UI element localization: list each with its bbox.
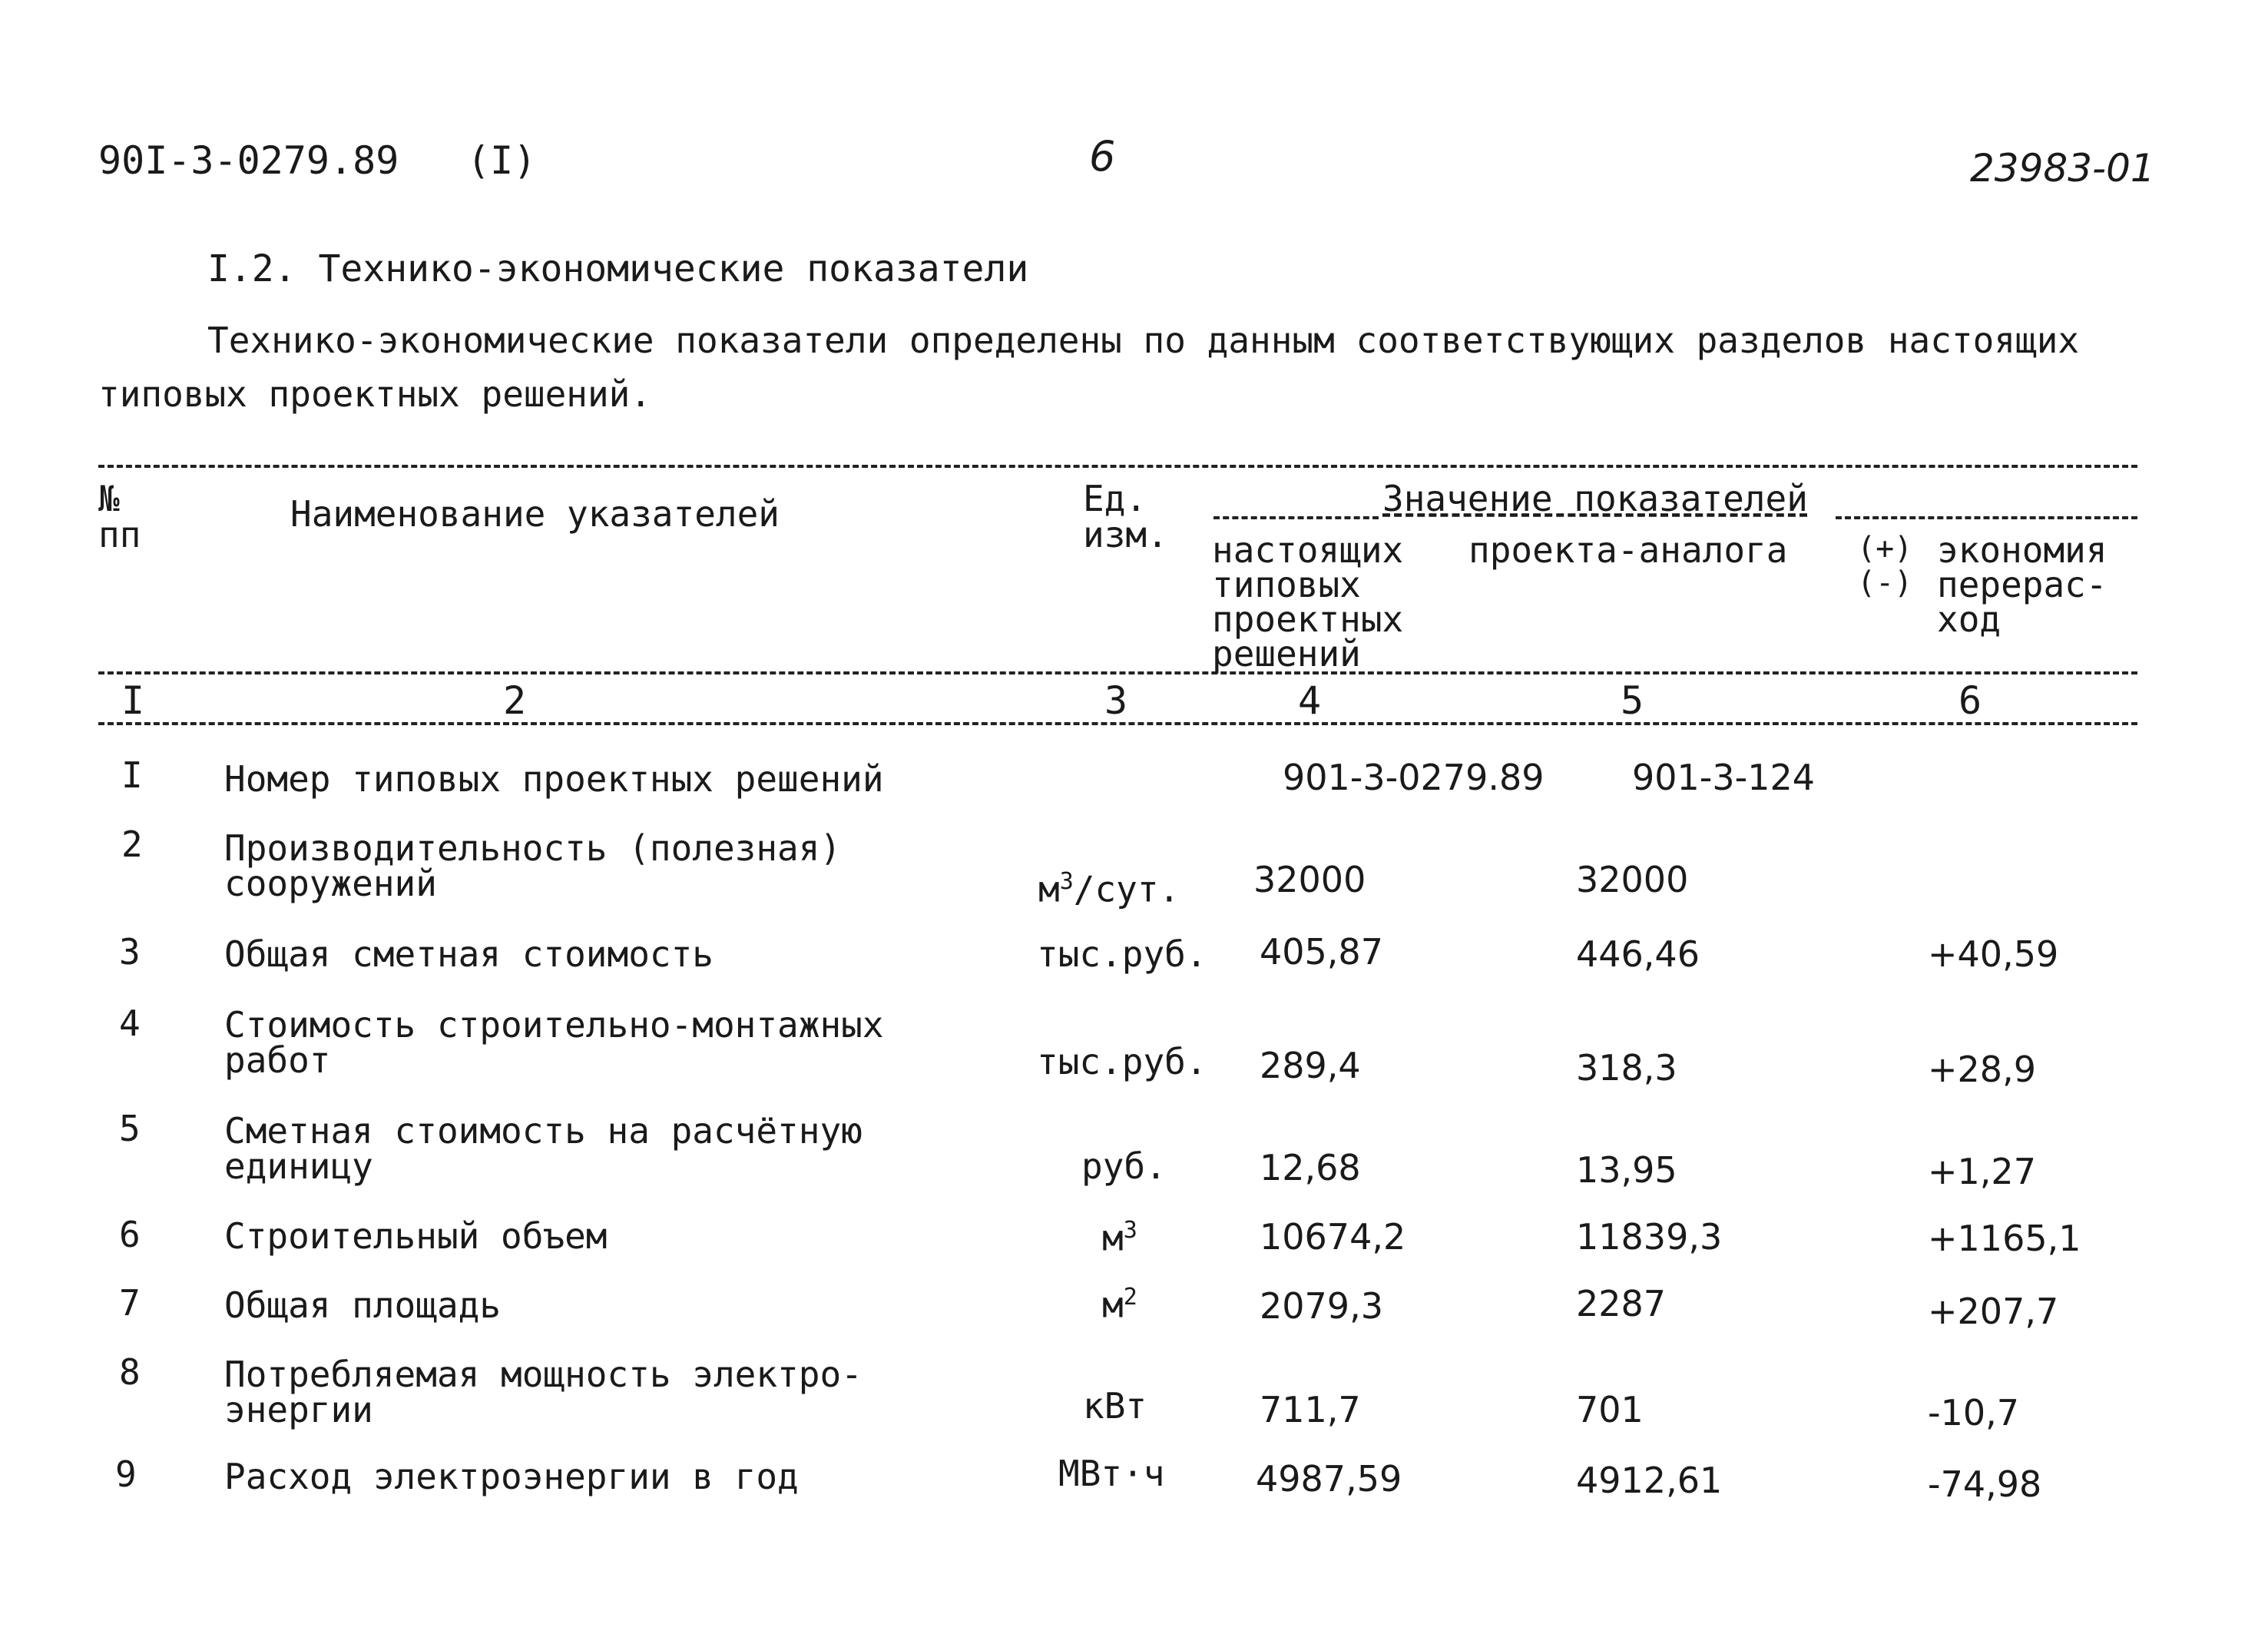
row-8-value-analog: 701 [1576, 1389, 1644, 1430]
column-number-3: 3 [1104, 678, 1128, 723]
row-6-name: Строительный объем [224, 1215, 608, 1257]
row-1-value-typical: 901-3-0279.89 [1283, 757, 1545, 798]
row-1-value-analog: 901-3-124 [1632, 757, 1816, 798]
row-3-value-difference: +40,59 [1928, 933, 2059, 975]
row-5-no: 5 [119, 1108, 141, 1149]
row-5-value-analog: 13,95 [1576, 1149, 1677, 1191]
row-1-name: Номер типовых проектных решений [224, 758, 884, 800]
column-number-5: 5 [1621, 678, 1644, 723]
row-8-name-line2: энергии [224, 1389, 373, 1430]
document-code: 90I-3-0279.89 [98, 138, 399, 183]
header-col6-line3: ход [1937, 598, 2001, 640]
header-unit-line1: Ед. [1083, 478, 1147, 519]
row-8-name-line1: Потребляемая мощность электро- [224, 1354, 863, 1395]
intro-line-2: типовых проектных решений. [98, 373, 652, 415]
row-4-value-typical: 289,4 [1260, 1045, 1361, 1086]
row-9-value-analog: 4912,61 [1576, 1460, 1723, 1501]
group-rule-left [1213, 516, 1379, 519]
header-col4-line3: проектных [1212, 598, 1404, 640]
column-number-2: 2 [503, 678, 527, 723]
row-9-value-typical: 4987,59 [1256, 1458, 1402, 1500]
row-7-value-typical: 2079,3 [1260, 1285, 1383, 1327]
row-3-value-typical: 405,87 [1260, 931, 1383, 973]
header-name: Наименование указателей [290, 493, 780, 535]
row-4-name-line1: Стоимость строительно-монтажных [224, 1004, 884, 1046]
row-8-unit: кВт [1083, 1385, 1147, 1427]
row-8-value-typical: 711,7 [1260, 1389, 1361, 1430]
header-col6-line2: перерас- [1937, 564, 2107, 605]
row-9-value-difference: -74,98 [1928, 1463, 2042, 1505]
row-2-unit: $м^3$/сут. [1038, 868, 1180, 910]
page-number: 6 [1089, 132, 1116, 181]
row-2-value-analog: 32000 [1576, 859, 1689, 900]
row-7-value-difference: +207,7 [1928, 1291, 2059, 1332]
header-col4-line2: типовых [1212, 564, 1361, 605]
row-5-value-typical: 12,68 [1260, 1147, 1361, 1188]
header-sign-plus: (+) [1857, 531, 1913, 566]
header-no-label: пп [98, 514, 141, 555]
row-8-no: 8 [119, 1351, 141, 1393]
row-6-value-analog: 11839,3 [1576, 1216, 1723, 1258]
row-2-name-line2: сооружений [224, 863, 437, 904]
table-top-rule [98, 465, 2137, 468]
row-2-name-line1: Производительность (полезная) [224, 827, 842, 869]
header-col4-line4: решений [1212, 633, 1361, 674]
row-7-no: 7 [119, 1282, 141, 1324]
column-number-4: 4 [1298, 678, 1322, 723]
row-7-unit: $м^2$ [1102, 1284, 1137, 1326]
row-2-no: 2 [121, 824, 143, 865]
row-3-name: Общая сметная стоимость [224, 933, 714, 975]
column-number-1: I [121, 678, 145, 723]
row-4-unit: тыс.руб. [1037, 1041, 1207, 1082]
header-values-group: Значение показателей [1382, 478, 1808, 519]
row-5-unit: руб. [1081, 1145, 1167, 1187]
archive-number: 23983-01 [1970, 146, 2155, 191]
row-2-value-typical: 32000 [1253, 859, 1366, 900]
header-col6-line1: экономия [1937, 529, 2107, 571]
section-title: I.2. Технико-экономические показатели [207, 247, 1029, 290]
row-9-unit: МВт·ч [1058, 1453, 1165, 1494]
header-col4-line1: настоящих [1212, 529, 1404, 571]
row-3-value-analog: 446,46 [1576, 933, 1700, 975]
intro-line-1: Технико-экономические показатели определены по данным соответствующих разделов настоящих [207, 320, 2080, 361]
row-5-name-line1: Сметная стоимость на расчётную [224, 1110, 863, 1152]
column-number-6: 6 [1958, 678, 1982, 723]
row-7-value-analog: 2287 [1576, 1283, 1667, 1324]
group-rule-right [1836, 516, 2137, 519]
row-8-value-difference: -10,7 [1928, 1392, 2020, 1433]
header-col5: проекта-аналога [1468, 529, 1788, 571]
row-6-value-typical: 10674,2 [1260, 1216, 1406, 1258]
row-5-name-line2: единицу [224, 1145, 373, 1187]
row-4-name-line2: работ [224, 1039, 331, 1081]
row-6-no: 6 [119, 1214, 141, 1255]
row-4-no: 4 [119, 1003, 141, 1044]
row-9-name: Расход электроэнергии в год [224, 1456, 799, 1497]
row-4-value-analog: 318,3 [1576, 1047, 1677, 1089]
row-6-unit: $м^3$ [1102, 1217, 1137, 1259]
row-3-unit: тыс.руб. [1037, 933, 1207, 975]
row-1-no: I [121, 754, 143, 796]
header-bottom-rule [98, 671, 2137, 674]
row-9-no: 9 [115, 1453, 137, 1495]
row-3-no: 3 [119, 931, 141, 973]
row-4-value-difference: +28,9 [1928, 1049, 2036, 1090]
header-sign-minus: (-) [1857, 565, 1913, 601]
row-7-name: Общая площадь [224, 1284, 502, 1326]
header-no-symbol: № [98, 478, 120, 519]
row-6-value-difference: +1165,1 [1928, 1218, 2081, 1259]
header-unit-line2: изм. [1083, 514, 1168, 555]
row-5-value-difference: +1,27 [1928, 1151, 2036, 1192]
document-part: (I) [467, 138, 537, 183]
